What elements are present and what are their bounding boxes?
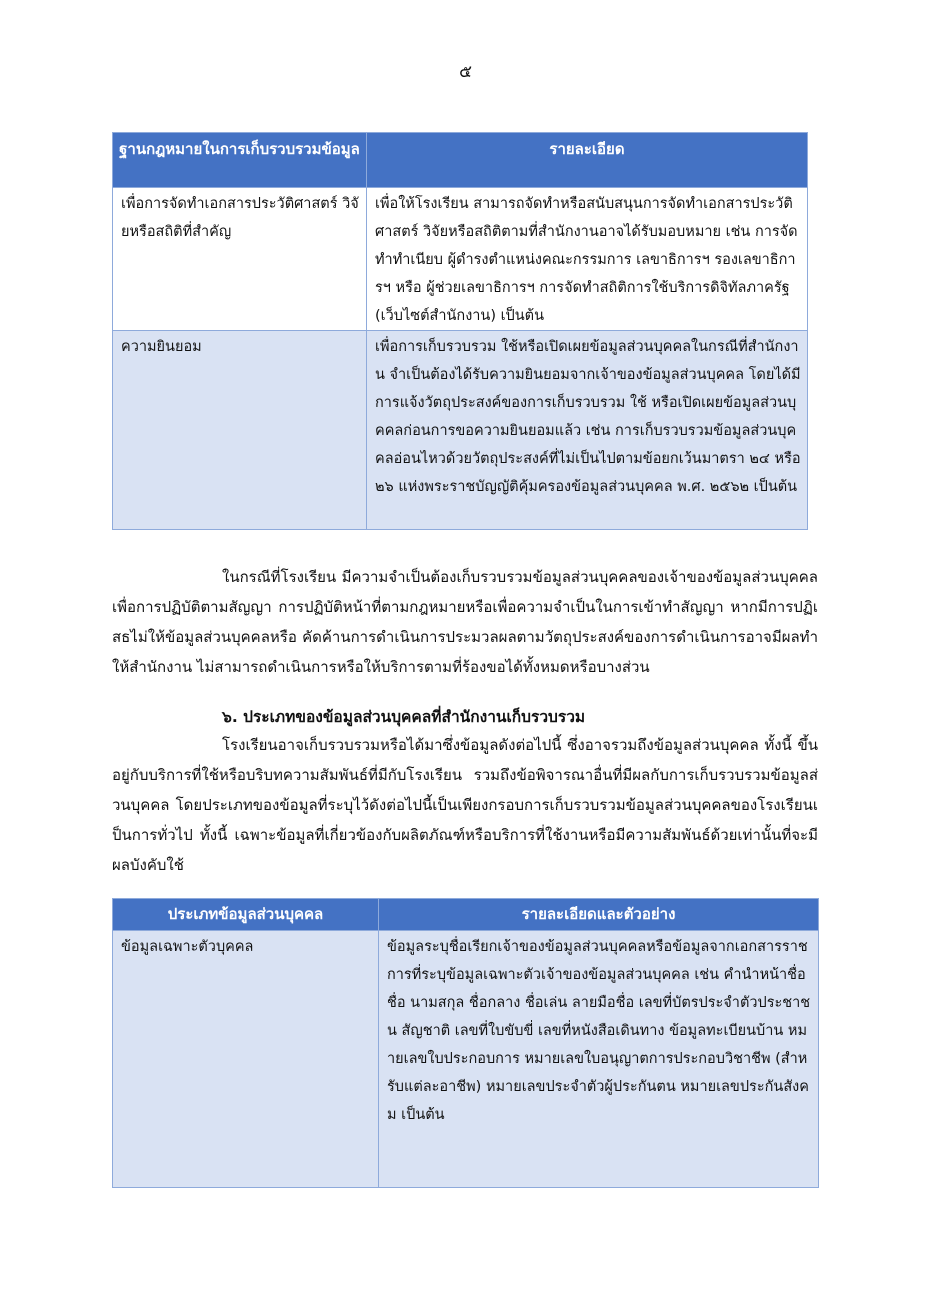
section-paragraph: โรงเรียนอาจเก็บรวบรวมหรือได้มาซึ่งข้อมูลดังต่อไปนี้ ซึ่งอาจรวมถึงข้อมูลส่วนบุคคล ทั้งนี้ ขึ้นอยู่กับบริการที่ใช้หรือบริบทความสัมพันธ์ที่มีกับโรงเรียน รวมถึงข้อพิจารณาอื่นที่มีผลกับการเก็บรวบรวมข้อมูลส่วนบุคคล โดยประเภทของข้อมูลที่ระบุไว้ดังต่อไปนี้เป็นเพียงกรอบการเก็บรวบรวมข้อมูลส่วนบุคคลของโรงเรียนเป็นการทั่วไป ทั้งนี้ เฉพาะข้อมูลที่เกี่ยวข้องกับผลิตภัณฑ์หรือบริการที่ใช้งานหรือมีความสัมพันธ์ด้วยเท่านั้นที่จะมีผลบังคับใช้ xyxy=(112,736,818,874)
personal-data-type-table xyxy=(112,898,819,1188)
table-header-row xyxy=(113,899,819,931)
legal-basis-cell: ความยินยอม xyxy=(113,331,367,530)
header-detail-example: รายละเอียดและตัวอย่าง xyxy=(379,899,819,931)
table-row xyxy=(113,188,808,331)
detail-cell: เพื่อให้โรงเรียน สามารถจัดทำหรือสนับสนุนการจัดทำเอกสารประวัติศาสตร์ วิจัยหรือสถิติตามที่สำนักงานอาจได้รับมอบหมาย เช่น การจัดทำทำเนียบ ผู้ดำรงตำแหน่งคณะกรรมการ เลขาธิการฯ รองเลขาธิการฯ หรือ ผู้ช่วยเลขาธิการฯ การจัดทำสถิติการใช้บริการดิจิทัลภาครัฐ (เว็บไซต์สำนักงาน) เป็นต้น xyxy=(367,188,808,331)
table-row xyxy=(113,931,819,1188)
table-row xyxy=(113,331,808,530)
body-paragraph: ในกรณีที่โรงเรียน มีความจำเป็นต้องเก็บรวบรวมข้อมูลส่วนบุคคลของเจ้าของข้อมูลส่วนบุคคลเพื่อการปฏิบัติตามสัญญา การปฏิบัติหน้าที่ตามกฎหมายหรือเพื่อความจำเป็นในการเข้าทำสัญญา หากมีการปฏิเสธไม่ให้ข้อมูลส่วนบุคคลหรือ คัดค้านการดำเนินการประมวลผลตามวัตถุประสงค์ของการดำเนินการอาจมีผลทำให้สำนักงาน ไม่สามารถดำเนินการหรือให้บริการตามที่ร้องขอได้ทั้งหมดหรือบางส่วน xyxy=(112,568,818,676)
header-detail: รายละเอียด xyxy=(367,133,808,188)
section-heading: ๖. ประเภทของข้อมูลส่วนบุคคลที่สำนักงานเก็บรวบรวม xyxy=(222,708,586,726)
legal-basis-table xyxy=(112,132,808,530)
page-number: ๕ xyxy=(459,62,472,82)
data-type-cell: ข้อมูลเฉพาะตัวบุคคล xyxy=(113,931,379,1188)
table-header-row xyxy=(113,133,808,188)
detail-cell: เพื่อการเก็บรวบรวม ใช้หรือเปิดเผยข้อมูลส่วนบุคคลในกรณีที่สำนักงาน จำเป็นต้องได้รับความยินยอมจากเจ้าของข้อมูลส่วนบุคคล โดยได้มีการแจ้งวัตถุประสงค์ของการเก็บรวบรวม ใช้ หรือเปิดเผยข้อมูลส่วนบุคคลก่อนการขอความยินยอมแล้ว เช่น การเก็บรวบรวมข้อมูลส่วนบุคคลอ่อนไหวด้วยวัตถุประสงค์ที่ไม่เป็นไปตามข้อยกเว้นมาตรา ๒๔ หรือ ๒๖ แห่งพระราชบัญญัติคุ้มครองข้อมูลส่วนบุคคล พ.ศ. ๒๕๖๒ เป็นต้น xyxy=(367,331,808,530)
header-legal-basis: ฐานกฎหมายในการเก็บรวบรวมข้อมูล xyxy=(113,133,367,188)
detail-example-cell: ข้อมูลระบุชื่อเรียกเจ้าของข้อมูลส่วนบุคคลหรือข้อมูลจากเอกสารราชการที่ระบุข้อมูลเฉพาะตัวเจ้าของข้อมูลส่วนบุคคล เช่น คำนำหน้าชื่อ ชื่อ นามสกุล ชื่อกลาง ชื่อเล่น ลายมือชื่อ เลขที่บัตรประจำตัวประชาชน สัญชาติ เลขที่ใบขับขี่ เลขที่หนังสือเดินทาง ข้อมูลทะเบียนบ้าน หมายเลขใบประกอบการ หมายเลขใบอนุญาตการประกอบวิชาชีพ (สำหรับแต่ละอาชีพ) หมายเลขประจำตัวผู้ประกันตน หมายเลขประกันสังคม เป็นต้น xyxy=(379,931,819,1188)
legal-basis-cell: เพื่อการจัดทำเอกสารประวัติศาสตร์ วิจัยหรือสถิติที่สำคัญ xyxy=(113,188,367,331)
header-data-type: ประเภทข้อมูลส่วนบุคคล xyxy=(113,899,379,931)
